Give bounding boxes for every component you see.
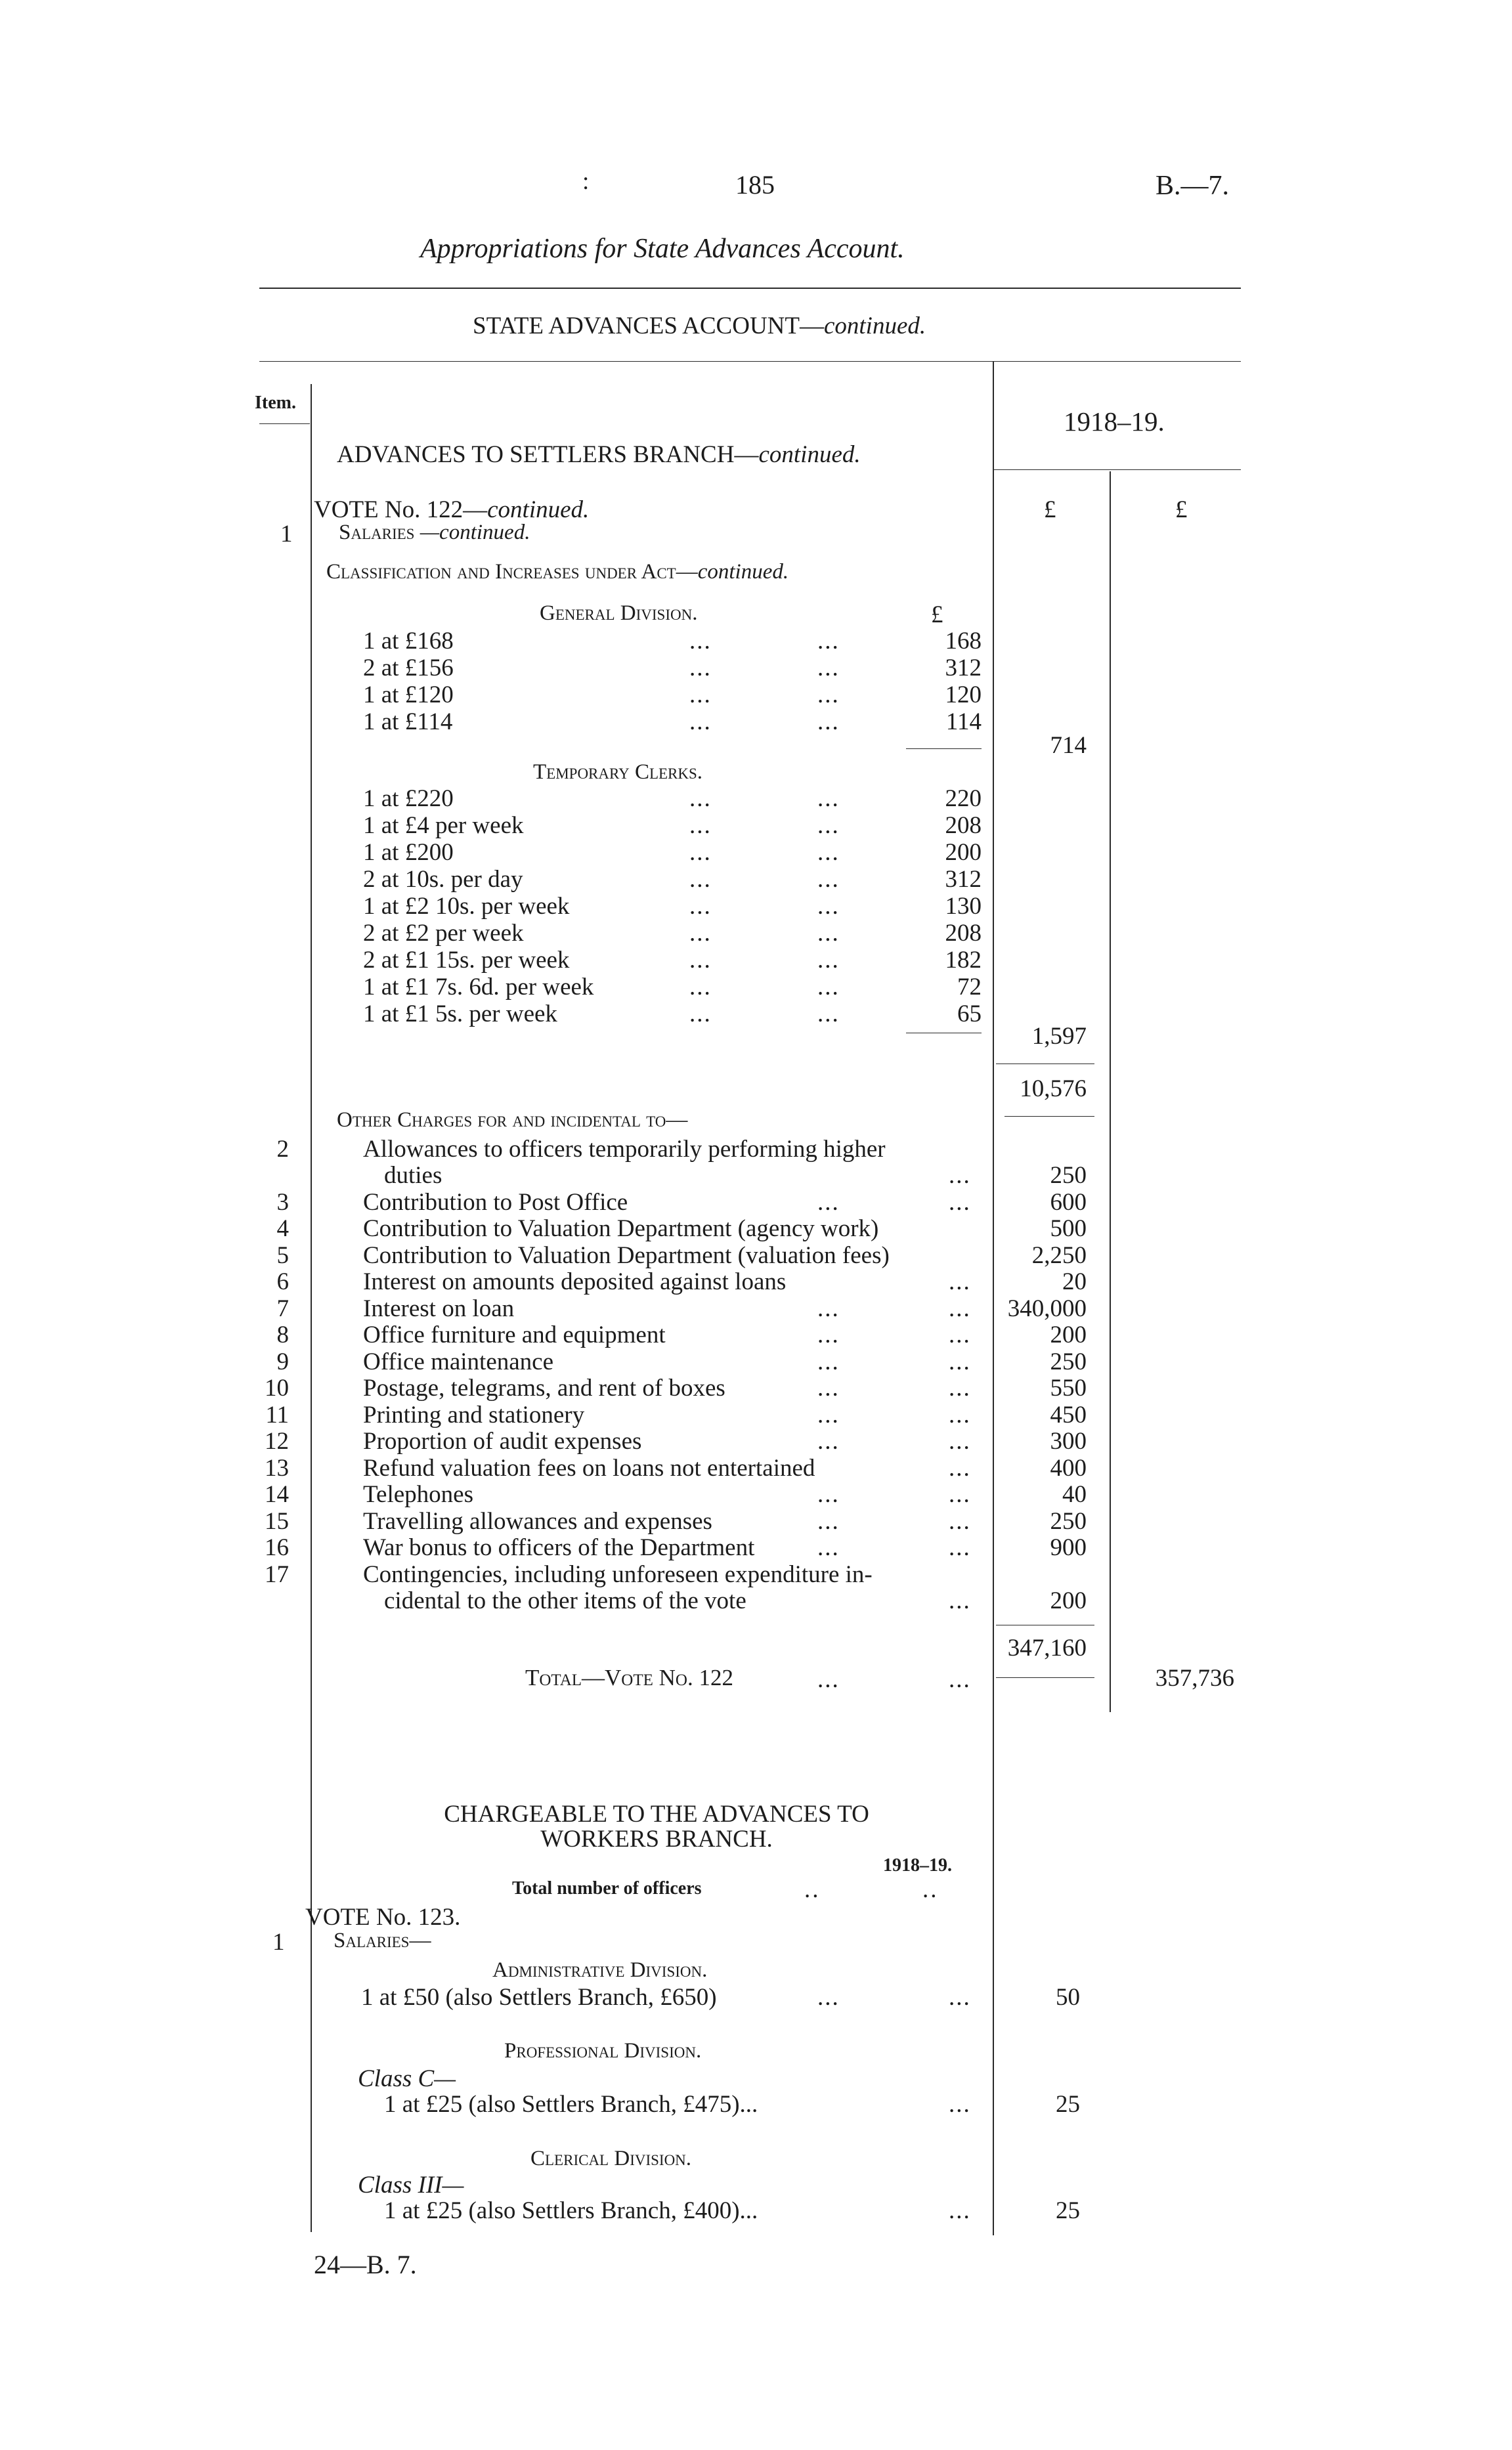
clerical-leader: ... <box>949 2197 971 2224</box>
other-charges-item-label: Proportion of audit expenses <box>363 1428 642 1455</box>
vote-122-total-leader: ... <box>817 1666 840 1693</box>
temporary-clerks-row-amount: 72 <box>957 974 982 1000</box>
other-charges-item-number: 14 <box>265 1481 289 1508</box>
other-charges-item-number: 9 <box>276 1348 289 1375</box>
other-charges-item-label: Travelling allowances and expenses <box>363 1507 712 1535</box>
row-leader: ... <box>949 1162 971 1189</box>
item-column-rule <box>311 384 312 2232</box>
title-rule <box>259 288 1241 289</box>
row-leader: ... <box>949 1454 971 1482</box>
item-column-label: Item. <box>255 393 296 413</box>
other-charges-total-rule <box>996 1677 1094 1678</box>
pound-column-1: £ <box>1044 496 1056 523</box>
other-charges-item-label: Interest on amounts deposited against loans <box>363 1268 787 1295</box>
amount-column-rule <box>993 361 994 2235</box>
other-charges-item-label: Contribution to Valuation Department (valuation fees) <box>363 1241 890 1269</box>
row-leader: ... <box>689 1000 712 1027</box>
row-leader: ... <box>949 1188 971 1216</box>
other-charges-item-number: 13 <box>265 1454 289 1482</box>
row-leader: ... <box>817 681 840 708</box>
other-charges-item-label: Contingencies, including unforeseen expenditure in- <box>363 1560 873 1588</box>
clerical-division-title: Clerical Division. <box>530 2147 692 2170</box>
other-charges-item-label: Office maintenance <box>363 1348 554 1375</box>
general-division-row-label: 2 at £156 <box>363 655 454 681</box>
row-leader: ... <box>817 893 840 920</box>
temporary-clerks-row-amount: 65 <box>957 1000 982 1027</box>
other-charges-item-label: Contribution to Valuation Department (agency work) <box>363 1215 879 1242</box>
row-leader: ... <box>817 1188 840 1216</box>
other-charges-item-label: Office furniture and equipment <box>363 1322 666 1348</box>
row-leader: ... <box>949 1507 971 1535</box>
other-charges-item-label-cont: cidental to the other items of the vote <box>384 1587 746 1614</box>
administrative-leader-2: ... <box>949 1984 971 2011</box>
other-charges-item-number: 16 <box>265 1534 289 1561</box>
administrative-amount: 50 <box>1056 1984 1080 2011</box>
other-charges-item-label: Postage, telegrams, and rent of boxes <box>363 1375 725 1402</box>
general-division-sum-rule <box>906 748 982 749</box>
row-leader: ... <box>949 1587 971 1614</box>
row-leader: ... <box>689 655 712 681</box>
vote-122-total-amount: 357,736 <box>1155 1665 1234 1692</box>
footer-signature: 24—B. 7. <box>314 2250 417 2279</box>
other-charges-item-amount: 450 <box>1050 1401 1087 1429</box>
other-charges-item-label: Refund valuation fees on loans not entertained <box>363 1454 815 1482</box>
professional-row: 1 at £25 (also Settlers Branch, £475)... <box>384 2091 758 2118</box>
row-leader: ... <box>689 893 712 920</box>
other-charges-item-amount: 250 <box>1050 1507 1087 1535</box>
officers-count-leader: .. <box>804 1876 821 1903</box>
vote-122-total-leader-2: ... <box>949 1666 971 1693</box>
row-leader: ... <box>949 1428 971 1455</box>
other-charges-item-amount: 250 <box>1050 1348 1087 1375</box>
row-leader: ... <box>949 1348 971 1375</box>
row-leader: ... <box>817 920 840 947</box>
item-header-rule <box>259 423 310 424</box>
vote-122-item-1: 1 <box>280 521 293 548</box>
other-charges-item-amount: 200 <box>1050 1322 1087 1348</box>
other-charges-item-number: 2 <box>276 1136 289 1163</box>
row-leader: ... <box>689 920 712 947</box>
workers-year-label: 1918–19. <box>883 1855 952 1876</box>
professional-class-label: Class C— <box>358 2065 456 2092</box>
temporary-clerks-row-label: 1 at £200 <box>363 839 454 866</box>
row-leader: ... <box>817 785 840 812</box>
row-leader: ... <box>689 974 712 1000</box>
other-charges-item-amount: 40 <box>1062 1481 1087 1508</box>
total-column-rule <box>1110 471 1111 1712</box>
temporary-clerks-row-amount: 208 <box>945 920 982 947</box>
temporary-clerks-row-label: 1 at £1 7s. 6d. per week <box>363 974 594 1000</box>
other-charges-item-amount: 550 <box>1050 1375 1087 1402</box>
row-leader: ... <box>689 839 712 866</box>
other-charges-total: 347,160 <box>1007 1635 1087 1662</box>
row-leader: ... <box>817 866 840 893</box>
general-division-row-amount: 168 <box>945 628 982 655</box>
vote-123-heading: VOTE No. 123. <box>305 1904 461 1931</box>
row-leader: ... <box>689 681 712 708</box>
vote-123-item-1: 1 <box>272 1929 285 1956</box>
other-charges-item-amount: 2,250 <box>1031 1241 1087 1269</box>
row-leader: ... <box>689 785 712 812</box>
temporary-clerks-row-amount: 130 <box>945 893 982 920</box>
other-charges-item-number: 5 <box>276 1241 289 1269</box>
general-division-row-amount: 312 <box>945 655 982 681</box>
row-leader: ... <box>817 812 840 839</box>
professional-division-title: Professional Division. <box>504 2039 702 2063</box>
officers-count-value: .. <box>922 1876 939 1903</box>
other-charges-item-number: 7 <box>276 1295 289 1322</box>
salaries-heading: Salaries —continued. <box>339 521 530 544</box>
other-charges-item-label: Allowances to officers temporarily performing higher <box>363 1136 886 1163</box>
row-leader: ... <box>817 947 840 974</box>
year-column-label: 1918–19. <box>1064 406 1165 437</box>
other-charges-item-number: 4 <box>276 1215 289 1242</box>
other-charges-item-label: Contribution to Post Office <box>363 1188 628 1216</box>
classification-heading: Classification and Increases under Act—continued. <box>326 560 789 584</box>
temporary-clerks-row-label: 1 at £1 5s. per week <box>363 1000 557 1027</box>
general-division-row-amount: 120 <box>945 681 982 708</box>
other-charges-item-number: 11 <box>265 1401 289 1429</box>
workers-branch-heading-line2: WORKERS BRANCH. <box>540 1826 773 1853</box>
row-leader: ... <box>689 866 712 893</box>
clerical-row: 1 at £25 (also Settlers Branch, £400)... <box>384 2197 758 2224</box>
other-charges-item-amount: 300 <box>1050 1428 1087 1455</box>
row-leader: ... <box>817 1348 840 1375</box>
pound-column-2: £ <box>1175 496 1188 523</box>
temporary-clerks-row-label: 2 at 10s. per day <box>363 866 523 893</box>
other-charges-item-label: Printing and stationery <box>363 1401 585 1429</box>
administrative-division-title: Administrative Division. <box>492 1958 708 1982</box>
other-charges-item-number: 12 <box>265 1428 289 1455</box>
row-leader: ... <box>817 655 840 681</box>
professional-amount: 25 <box>1056 2091 1080 2118</box>
professional-leader: ... <box>949 2091 971 2118</box>
other-charges-item-amount: 400 <box>1050 1454 1087 1482</box>
temporary-clerks-row-amount: 312 <box>945 866 982 893</box>
row-leader: ... <box>949 1322 971 1348</box>
row-leader: ... <box>949 1534 971 1561</box>
row-leader: ... <box>689 812 712 839</box>
table-top-rule <box>259 361 1241 362</box>
other-charges-item-label: War bonus to officers of the Department <box>363 1534 755 1561</box>
row-leader: ... <box>949 1295 971 1322</box>
row-leader: ... <box>689 708 712 735</box>
other-charges-item-amount: 250 <box>1050 1162 1087 1189</box>
account-heading: STATE ADVANCES ACCOUNT—continued. <box>473 312 926 339</box>
general-division-row-amount: 114 <box>945 708 982 735</box>
other-charges-item-amount: 200 <box>1050 1587 1087 1614</box>
temporary-clerks-subtotal: 1,597 <box>1031 1023 1087 1050</box>
temporary-clerks-row-amount: 200 <box>945 839 982 866</box>
row-leader: ... <box>689 628 712 655</box>
row-leader: ... <box>817 1428 840 1455</box>
administrative-row: 1 at £50 (also Settlers Branch, £650) <box>361 1984 717 2011</box>
general-division-row-label: 1 at £114 <box>363 708 453 735</box>
row-leader: ... <box>949 1481 971 1508</box>
clerical-class-label: Class III— <box>358 2172 464 2199</box>
general-division-row-label: 1 at £168 <box>363 628 454 655</box>
other-charges-item-amount: 600 <box>1050 1188 1087 1216</box>
row-leader: ... <box>817 1322 840 1348</box>
other-charges-item-label: Telephones <box>363 1481 473 1508</box>
temporary-clerks-row-label: 1 at £220 <box>363 785 454 812</box>
other-charges-item-number: 17 <box>265 1560 289 1588</box>
other-charges-item-amount: 340,000 <box>1007 1295 1087 1322</box>
row-leader: ... <box>817 1295 840 1322</box>
temporary-clerks-title: Temporary Clerks. <box>533 760 703 784</box>
row-leader: ... <box>817 1375 840 1402</box>
clerical-amount: 25 <box>1056 2197 1080 2224</box>
salaries-total: 10,576 <box>1020 1075 1087 1102</box>
administrative-leader: ... <box>817 1984 840 2011</box>
general-division-pound: £ <box>931 601 943 628</box>
page-title: Appropriations for State Advances Account. <box>420 234 905 264</box>
temporary-clerks-row-label: 1 at £2 10s. per week <box>363 893 570 920</box>
other-charges-item-amount: 500 <box>1050 1215 1087 1242</box>
temporary-clerks-row-amount: 182 <box>945 947 982 974</box>
other-charges-item-label-cont: duties <box>384 1162 443 1189</box>
temporary-clerks-row-label: 1 at £4 per week <box>363 812 524 839</box>
other-charges-item-number: 6 <box>276 1268 289 1295</box>
other-charges-item-amount: 20 <box>1062 1268 1087 1295</box>
general-division-row-label: 1 at £120 <box>363 681 454 708</box>
row-leader: ... <box>817 628 840 655</box>
vote-123-salaries: Salaries— <box>334 1929 431 1952</box>
salaries-total-rule <box>1004 1116 1094 1117</box>
temporary-clerks-row-amount: 208 <box>945 812 982 839</box>
page-number: 185 <box>735 170 775 200</box>
row-leader: ... <box>817 1507 840 1535</box>
branch-heading: ADVANCES TO SETTLERS BRANCH—continued. <box>337 441 861 468</box>
row-leader: ... <box>817 1534 840 1561</box>
other-charges-item-number: 3 <box>276 1188 289 1216</box>
officers-count-label: Total number of officers <box>512 1878 702 1899</box>
other-charges-item-amount: 900 <box>1050 1534 1087 1561</box>
row-leader: ... <box>817 708 840 735</box>
year-header-rule <box>993 469 1241 470</box>
other-charges-item-label: Interest on loan <box>363 1295 515 1322</box>
row-leader: ... <box>949 1375 971 1402</box>
temporary-clerks-row-amount: 220 <box>945 785 982 812</box>
page-marker: : <box>582 168 590 195</box>
temporary-clerks-row-label: 2 at £1 15s. per week <box>363 947 570 974</box>
other-charges-item-number: 8 <box>276 1322 289 1348</box>
other-charges-item-number: 10 <box>265 1375 289 1402</box>
row-leader: ... <box>817 839 840 866</box>
row-leader: ... <box>689 947 712 974</box>
other-charges-title: Other Charges for and incidental to— <box>337 1108 688 1132</box>
row-leader: ... <box>949 1401 971 1429</box>
document-reference: B.—7. <box>1156 171 1230 201</box>
temporary-clerks-row-label: 2 at £2 per week <box>363 920 524 947</box>
row-leader: ... <box>817 1000 840 1027</box>
row-leader: ... <box>949 1268 971 1295</box>
vote-122-heading: VOTE No. 122—continued. <box>314 496 590 523</box>
other-charges-item-number: 15 <box>265 1507 289 1535</box>
general-division-subtotal: 714 <box>1050 732 1087 759</box>
row-leader: ... <box>817 1481 840 1508</box>
general-division-title: General Division. <box>540 601 698 625</box>
row-leader: ... <box>817 974 840 1000</box>
workers-branch-heading-line1: CHARGEABLE TO THE ADVANCES TO <box>444 1801 869 1828</box>
vote-122-total-label: Total—Vote No. 122 <box>525 1665 733 1690</box>
row-leader: ... <box>817 1401 840 1429</box>
